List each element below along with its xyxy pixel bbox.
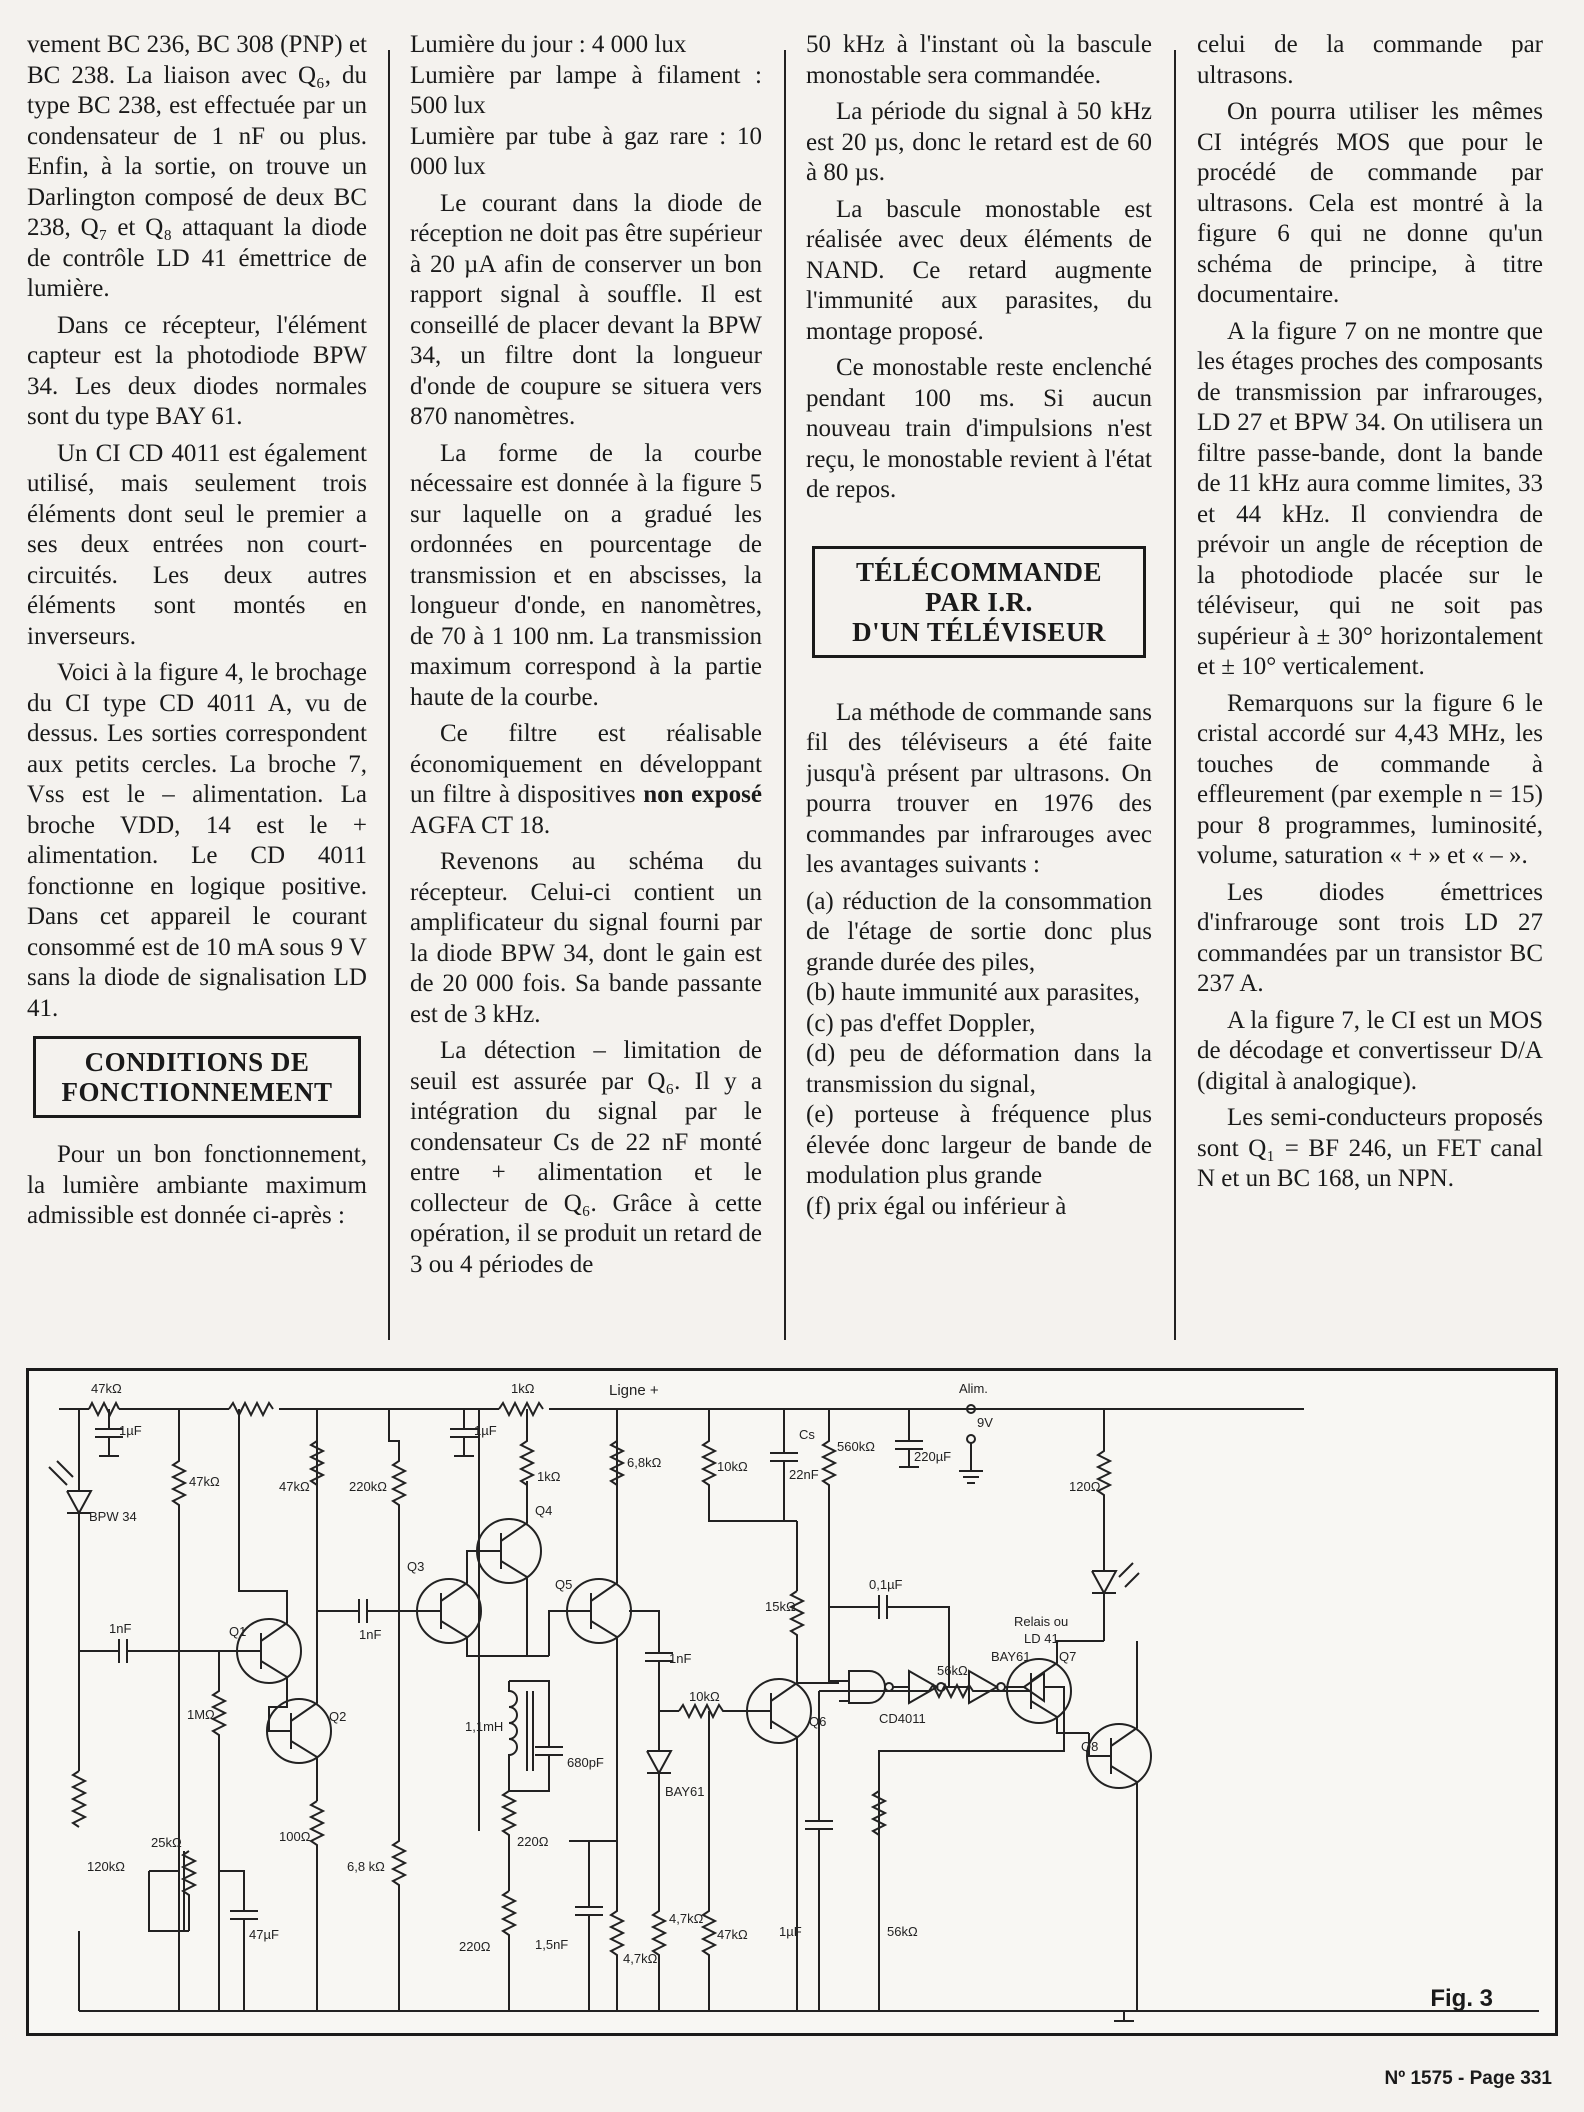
list-item: (d) peu de déformation dans la transmission du signal, xyxy=(806,1040,1152,1098)
paragraph: A la figure 7 on ne montre que les étages proches des composants de transmission par infrarouges, LD 27 et BPW 34. On utilisera un filtre passe-bande, dont la bande de 11 kHz aura comme limites, 33 et 44 kHz. Il conviendra de prévoir un angle de réception de la photodiode placée sur le téléviseur, qui ne soit pas supérieur à ± 30° horizontalement et ± 10° verticalement. xyxy=(1197,317,1543,680)
resistor-560k xyxy=(823,1409,835,1683)
paragraph: Voici à la figure 4, le brochage du CI type CD 4011 A, vu de dessus. Les sorties correspondent aux petits cercles. La broche 7, Vss est le – alimentation. La broche VDD, 14 est le + alimentation. Le CD 4011 fonctionne en logique positive. Dans cet appareil le courant consommé est de 10 mA sous 9 V sans la diode de signalisation LD 41. xyxy=(27,659,367,1022)
heading-line: PAR I.R. xyxy=(925,586,1033,617)
heading-line: TÉLÉCOMMANDE xyxy=(855,556,1102,587)
label-alim: Alim. xyxy=(959,1381,988,1396)
nand-gate-1 xyxy=(849,1671,885,1703)
label-r25k: 25kΩ xyxy=(151,1835,182,1850)
resistor-120k xyxy=(73,1771,85,1827)
label-c1uf-c: 1µF xyxy=(779,1924,802,1939)
paragraph: La bascule monostable est réalisée avec deux éléments de NAND. Ce retard augmente l'immunité aux parasites, du montage proposé. xyxy=(806,195,1152,345)
q2-leads xyxy=(269,1409,317,1801)
column-separator xyxy=(1174,50,1176,1340)
section-heading-conditions xyxy=(33,1036,361,1118)
paragraph: La méthode de commande sans fil des téléviseurs a été faite jusqu'à présent par ultrasons. On pourra trouver en 1976 des commandes par infrarouges avec les avantages suivants : xyxy=(806,698,1152,878)
label-r1k-top: 1kΩ xyxy=(511,1381,535,1396)
label-r47k-a: 47kΩ xyxy=(189,1474,220,1489)
inductor-core xyxy=(527,1691,533,1771)
resistor-47k-e xyxy=(703,1711,715,2011)
cap-cs-22nf xyxy=(770,1409,798,1521)
label-r560k: 560kΩ xyxy=(837,1439,875,1454)
label-c01uf: 0,1µF xyxy=(869,1577,903,1592)
label-r120: 120Ω xyxy=(1069,1479,1101,1494)
resistor-120-and-led xyxy=(1092,1409,1116,1641)
list-item: (b) haute immunité aux parasites, xyxy=(806,979,1140,1006)
label-q5: Q5 xyxy=(555,1577,573,1592)
paragraph: vement BC 236, BC 308 (PNP) et BC 238. La liaison avec Q₆, du type BC 238, est effectuée par un condensateur de 1 nF ou plus. Enfin, à la sortie, on trouve un Darlington composé de deux BC 238, Q₇ et Q₈ attaquant la diode de contrôle LD 41 émettrice de lumière. xyxy=(27,31,367,302)
paragraph: Le courant dans la diode de réception ne doit pas être supérieur à 20 µA afin de conserver un bon rapport signal à souffle. Il est conseillé de placer devant la BPW 34, un filtre dont la longueur d'onde de coupure se situera vers 870 nanomètres. xyxy=(410,189,762,430)
q3-leads xyxy=(424,1551,549,1656)
list-item: (a) réduction de la consommation de l'étage de sortie donc plus grande durée des piles, xyxy=(806,887,1152,976)
list-item: (f) prix égal ou inférieur à xyxy=(806,1192,1067,1220)
resistor-220k xyxy=(389,1409,405,1611)
paragraph-filter xyxy=(410,719,762,841)
paragraph: Pour un bon fonctionnement, la lumière ambiante maximum admissible est donnée ci-après : xyxy=(27,1141,367,1229)
label-r68k-b: 6,8 kΩ xyxy=(347,1859,385,1874)
heading-line: FONCTIONNEMENT xyxy=(61,1077,333,1107)
lux-line: Lumière par tube à gaz rare : 10 000 lux xyxy=(410,122,762,180)
label-q7: Q7 xyxy=(1059,1649,1077,1664)
q6-leads xyxy=(749,1661,797,2011)
nand-bubble xyxy=(885,1683,893,1691)
paragraph: La période du signal à 50 kHz est 20 µs, donc le retard est de 60 à 80 µs. xyxy=(806,98,1152,186)
light-arrows xyxy=(49,1461,73,1485)
label-cs: Cs xyxy=(799,1427,815,1442)
label-ld41: LD 41 xyxy=(1024,1631,1059,1646)
paragraph: Un CI CD 4011 est également utilisé, mais seulement trois éléments dont seul le premier a ses deux entrées non court-circuités. Les deux autres éléments sont montés en inverseurs. xyxy=(27,439,367,650)
label-r220k: 220kΩ xyxy=(349,1479,387,1494)
paragraph: On pourra utiliser les mêmes CI intégrés MOS que pour le procédé de commande par ultrasons. Cela est montré à la figure 6 qui ne donne qu'un schéma de principe, à titre documentaire. xyxy=(1197,98,1543,308)
label-r47k-top: 47kΩ xyxy=(91,1381,122,1396)
text-column-4 xyxy=(1197,30,1543,1348)
label-c1nf-a: 1nF xyxy=(109,1621,132,1636)
label-c1nf-b: 1nF xyxy=(359,1627,382,1642)
text-column-1 xyxy=(27,30,367,1348)
resistor-1k-top xyxy=(499,1403,543,1415)
cap-1nf-a xyxy=(79,1639,237,1663)
label-q2: Q2 xyxy=(329,1709,347,1724)
paragraph: La détection – limitation de seuil est assurée par Q₆. Il y a intégration du signal par le condensateur Cs de 22 nF monté entre + alimentation et le collecteur de Q₆. Grâce à cette opération, il se produit un retard de 3 ou 4 périodes de xyxy=(410,1037,762,1278)
q1-leads xyxy=(237,1409,287,1691)
paragraph: Les diodes émettrices d'infrarouge sont trois LD 27 commandées par un transistor BC 237 A. xyxy=(1197,878,1543,997)
resistor-220-b xyxy=(503,1891,515,2011)
list-item: (e) porteuse à fréquence plus élevée donc largeur de bande de modulation plus grande xyxy=(806,1101,1152,1189)
text-run: Ce filtre est réalisable économiquement en développant un filtre à dispositives xyxy=(410,720,762,808)
paragraph: A la figure 7, le CI est un MOS de décodage et convertisseur D/A (digital à analogique). xyxy=(1197,1006,1543,1095)
page-footer: Nº 1575 - Page 331 xyxy=(1384,2068,1552,2089)
text-run: AGFA CT 18. xyxy=(410,811,551,839)
label-q4: Q4 xyxy=(535,1503,553,1518)
label-r47k-e: 47kΩ xyxy=(717,1927,748,1942)
label-q3: Q3 xyxy=(407,1559,425,1574)
label-c220uf: 220µF xyxy=(914,1449,952,1464)
cap-0-1uf xyxy=(829,1595,949,1687)
paragraph: celui de la commande par ultrasons. xyxy=(1197,31,1543,89)
resistor-10k-b xyxy=(679,1705,749,1717)
label-q8: Q8 xyxy=(1081,1739,1099,1754)
resistor-6k8 xyxy=(611,1409,623,1583)
label-r10k-a: 10kΩ xyxy=(717,1459,748,1474)
label-q1: Q1 xyxy=(229,1624,247,1639)
q8-leads xyxy=(1089,1641,1137,2011)
resistor-6k8-b xyxy=(393,1611,405,2011)
label-bpw34: BPW 34 xyxy=(89,1509,137,1524)
label-r220-b: 220Ω xyxy=(459,1939,491,1954)
label-r1m: 1MΩ xyxy=(187,1707,215,1722)
section-heading-telecommande xyxy=(812,546,1146,658)
resistor-1m xyxy=(213,1651,225,2011)
column-separator xyxy=(784,50,786,1340)
label-r56k-b: 56kΩ xyxy=(887,1924,918,1939)
label-c22nf: 22nF xyxy=(789,1467,819,1482)
inductor-1-1mh xyxy=(509,1681,517,1791)
resistor-100 xyxy=(311,1801,323,2011)
label-r47k-b: 47kΩ xyxy=(279,1479,310,1494)
cap-1nf-b xyxy=(317,1599,424,1623)
resistor-47k-top xyxy=(89,1403,119,1415)
heading-line: CONDITIONS DE xyxy=(84,1047,310,1077)
ground-symbol xyxy=(959,1443,983,1483)
heading-line: D'UN TÉLÉVISEUR xyxy=(852,616,1106,647)
ground-symbol-b xyxy=(1114,2011,1134,2021)
text-column-3 xyxy=(806,30,1152,1348)
resistor-1k-b xyxy=(521,1409,533,1485)
column-separator xyxy=(388,50,390,1340)
label-l11mh: 1,1mH xyxy=(465,1719,504,1734)
label-ligne: Ligne + xyxy=(609,1382,659,1399)
label-c680pf: 680pF xyxy=(567,1755,604,1770)
bold-run: non exposé xyxy=(643,781,762,808)
photodiode-bpw34 xyxy=(67,1409,91,2011)
label-q6: Q6 xyxy=(809,1714,827,1729)
paragraph: Remarquons sur la figure 6 le cristal accordé sur 4,43 MHz, les touches de commande à effleurement (par exemple n = 15) pour 8 programmes, luminosité, volume, saturation « + » et « – ». xyxy=(1197,689,1543,869)
lux-line: Lumière par lampe à filament : 500 lux xyxy=(410,61,762,119)
label-bay61-b: BAY61 xyxy=(665,1784,705,1799)
label-relais: Relais ou xyxy=(1014,1614,1069,1629)
label-9v: 9V xyxy=(977,1415,993,1430)
inverter-gate-2 xyxy=(893,1671,937,1703)
paragraph: Revenons au schéma du récepteur. Celui-ci contient un amplificateur du signal fourni par la diode BPW 34, dont le gain est de 20 000 fois. Sa bande passante est de 3 kHz. xyxy=(410,848,762,1028)
resistor-47k-top-b xyxy=(229,1403,273,1415)
potentiometer-25k xyxy=(179,1851,195,1931)
label-c1uf-b: 1µF xyxy=(474,1423,497,1438)
label-r47k-c: 4,7kΩ xyxy=(623,1951,658,1966)
text-column-2 xyxy=(410,30,762,1348)
label-c47uf: 47µF xyxy=(249,1927,279,1942)
label-r1k-b: 1kΩ xyxy=(537,1469,561,1484)
list-item: (c) pas d'effet Doppler, xyxy=(806,1009,1036,1037)
paragraph: 50 kHz à l'instant où la bascule monostable sera commandée. xyxy=(806,31,1152,89)
figure-label: Fig. 3 xyxy=(1430,1985,1493,2012)
label-r220: 220Ω xyxy=(517,1834,549,1849)
label-r47k-d: 4,7kΩ xyxy=(669,1911,704,1926)
label-bay61-a: BAY61 xyxy=(991,1649,1031,1664)
label-r56k-a: 56kΩ xyxy=(937,1663,968,1678)
diode-bay61-b xyxy=(647,1711,671,2011)
paragraph: Les semi-conducteurs proposés sont Q₁ = BF 246, un FET canal N et un BC 168, un NPN. xyxy=(1197,1104,1543,1192)
lux-line: Lumière du jour : 4 000 lux xyxy=(410,31,687,58)
schematic-figure-3 xyxy=(26,1368,1558,2036)
led-arrows xyxy=(1119,1563,1139,1587)
paragraph: La forme de la courbe nécessaire est donnée à la figure 5 sur laquelle on a gradué les ordonnées en pourcentage de transmission et en abscisses, la longueur d'onde, en nanomètres, de 70 à 1 100 nm. La transmission maximum correspond à la partie haute de la courbe. xyxy=(410,439,762,711)
resistor-220 xyxy=(503,1791,515,1891)
q4-leads xyxy=(479,1481,527,1656)
minus-terminal xyxy=(967,1435,975,1443)
label-c1uf-a: 1µF xyxy=(119,1423,142,1438)
paragraph: Ce monostable reste enclenché pendant 100 ms. Si aucun nouveau train d'impulsions n'est reçu, le monostable revient à l'état de repos. xyxy=(806,354,1152,503)
label-r120k: 120kΩ xyxy=(87,1859,125,1874)
cap-1-5nf xyxy=(569,1841,603,2011)
cap-1uf-c xyxy=(805,1691,929,2011)
label-c1nf-c: 1nF xyxy=(669,1651,692,1666)
label-r68k: 6,8kΩ xyxy=(627,1455,662,1470)
label-c15nf: 1,5nF xyxy=(535,1937,569,1952)
label-r100: 100Ω xyxy=(279,1829,311,1844)
resistor-4k7 xyxy=(569,1671,623,2011)
q5-leads xyxy=(549,1409,617,1671)
label-r10k-b: 10kΩ xyxy=(689,1689,720,1704)
receiver-schematic xyxy=(29,1371,1555,2033)
label-cd4011: CD4011 xyxy=(879,1711,926,1726)
label-r15k: 15kΩ xyxy=(765,1599,796,1614)
paragraph: Dans ce récepteur, l'élément capteur est la photodiode BPW 34. Les deux diodes normales sont du type BAY 61. xyxy=(27,311,367,430)
